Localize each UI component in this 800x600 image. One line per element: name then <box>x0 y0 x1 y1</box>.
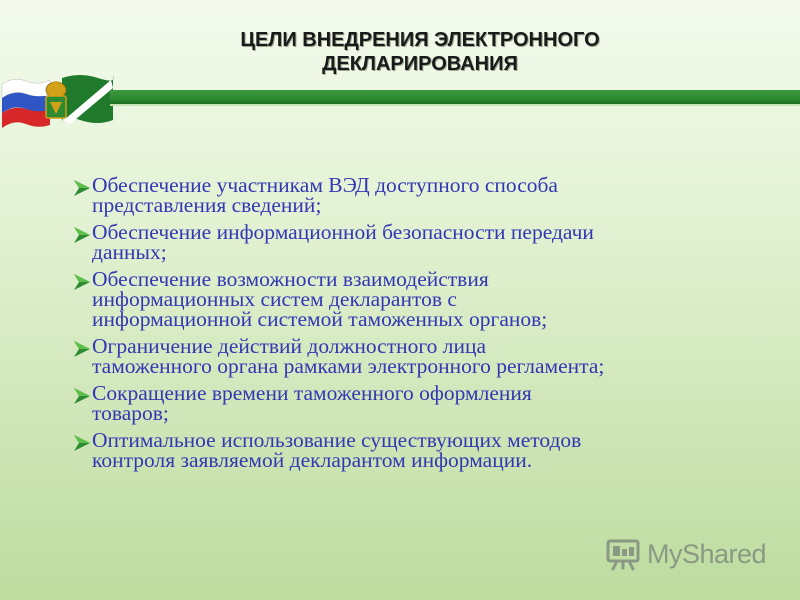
header-bar <box>110 90 800 104</box>
list-item-text: Оптимальное использование существующих методов контроля заявляемой декларантом информации. <box>92 428 582 472</box>
watermark-text: MyShared <box>647 539 767 569</box>
green-arrow-bullet-icon <box>72 272 92 292</box>
page-title-line-2: ДЕКЛАРИРОВАНИЯ <box>322 53 518 75</box>
watermark <box>605 536 766 572</box>
list-item <box>72 336 762 376</box>
customs-emblem-with-flags-icon <box>0 72 115 130</box>
list-item <box>72 383 762 423</box>
double-headed-eagle-emblem-icon <box>46 81 66 118</box>
green-arrow-bullet-icon <box>72 386 92 406</box>
green-arrow-bullet-icon <box>72 225 92 245</box>
list-item-text: Обеспечение информационной безопасности передачи данных; <box>92 220 594 264</box>
customs-flag-icon <box>62 75 113 124</box>
list-item-text: Ограничение действий должностного лица таможенного органа рамками электронного регламента; <box>92 334 605 378</box>
presentation-board-icon <box>605 537 641 571</box>
list-item-text: Обеспечение участникам ВЭД доступного способа представления сведений; <box>92 173 558 217</box>
list-item <box>72 430 762 470</box>
russian-flag-icon <box>2 79 50 128</box>
page-title-line-1: ЦЕЛИ ВНЕДРЕНИЯ ЭЛЕКТРОННОГО <box>240 29 600 51</box>
header-bar-highlight <box>110 104 800 106</box>
list-item <box>72 269 762 329</box>
list-item <box>72 175 762 215</box>
green-arrow-bullet-icon <box>72 339 92 359</box>
green-arrow-bullet-icon <box>72 433 92 453</box>
list-item-text: Обеспечение возможности взаимодействия информационных систем декларантов с информационной системой таможенных органов; <box>92 267 548 331</box>
list-item-text: Сокращение времени таможенного оформления товаров; <box>92 381 532 425</box>
goals-list <box>72 175 762 477</box>
green-arrow-bullet-icon <box>72 178 92 198</box>
list-item <box>72 222 762 262</box>
page-title <box>130 28 710 76</box>
